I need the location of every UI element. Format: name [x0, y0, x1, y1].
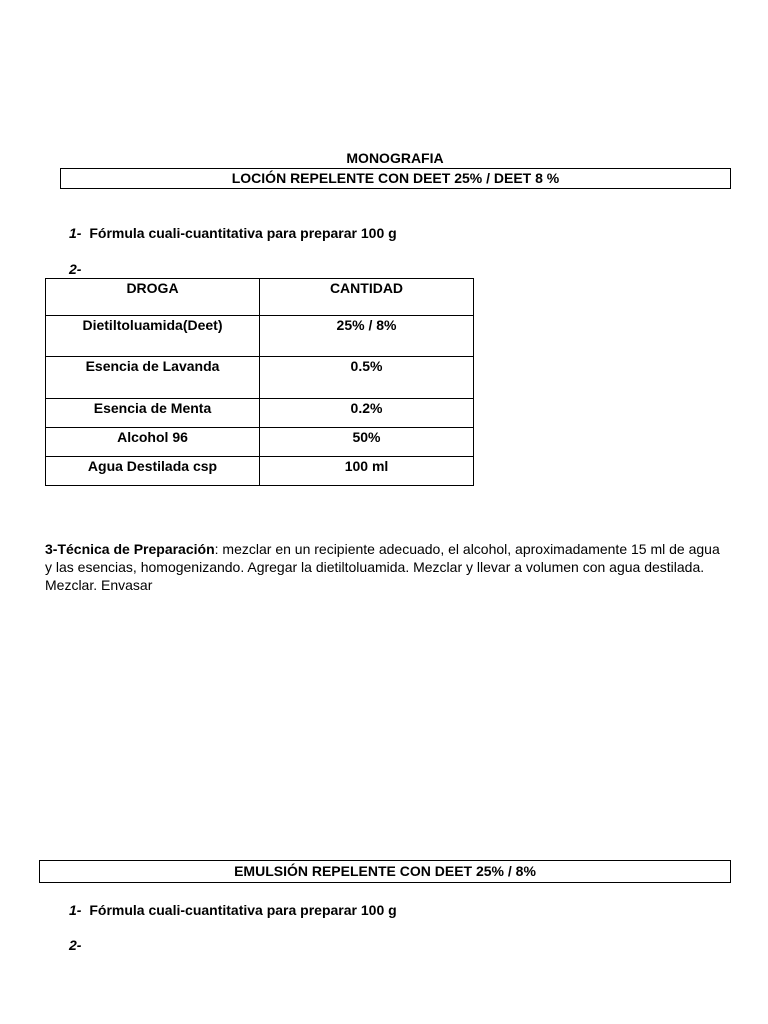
step-number: 1-	[69, 902, 82, 918]
table-header-cell: CANTIDAD	[260, 279, 474, 316]
table-cell: Agua Destilada csp	[46, 457, 260, 486]
step3-text: : mezclar en un recipiente adecuado, el alcohol, aproximadamente 15 ml de agua y las esencias, homogenizando. Agregar la dietiltoluamida. Mezclar y llevar a volumen con agua destilada. Mezclar. Envasar	[45, 541, 720, 593]
table-cell: 50%	[260, 428, 474, 457]
table-cell: 25% / 8%	[260, 316, 474, 357]
section1-title: LOCIÓN REPELENTE CON DEET 25% / DEET 8 %	[60, 168, 731, 189]
table-cell: Dietiltoluamida(Deet)	[46, 316, 260, 357]
formula-table	[45, 278, 474, 486]
section2-step1	[69, 902, 397, 918]
section2-step2-number: 2-	[69, 937, 82, 953]
table-row	[46, 399, 474, 428]
table-cell: Esencia de Menta	[46, 399, 260, 428]
table-cell: 0.2%	[260, 399, 474, 428]
section1-step1	[69, 225, 397, 241]
step3-label: 3-Técnica de Preparación	[45, 541, 215, 557]
table-row	[46, 457, 474, 486]
section1-step3	[45, 540, 725, 594]
table-row	[46, 357, 474, 399]
step-text: Fórmula cuali-cuantitativa para preparar 100 g	[89, 225, 397, 241]
step-text: Fórmula cuali-cuantitativa para preparar 100 g	[89, 902, 397, 918]
document-header: MONOGRAFIA	[346, 150, 444, 166]
table-cell: Esencia de Lavanda	[46, 357, 260, 399]
table-header-row	[46, 279, 474, 316]
table-row	[46, 428, 474, 457]
table-row	[46, 316, 474, 357]
step-number: 1-	[69, 225, 82, 241]
section1-step2-number: 2-	[69, 261, 82, 277]
table-cell: Alcohol 96	[46, 428, 260, 457]
section2-title: EMULSIÓN REPELENTE CON DEET 25% / 8%	[39, 860, 731, 883]
table-cell: 0.5%	[260, 357, 474, 399]
table-cell: 100 ml	[260, 457, 474, 486]
table-header-cell: DROGA	[46, 279, 260, 316]
